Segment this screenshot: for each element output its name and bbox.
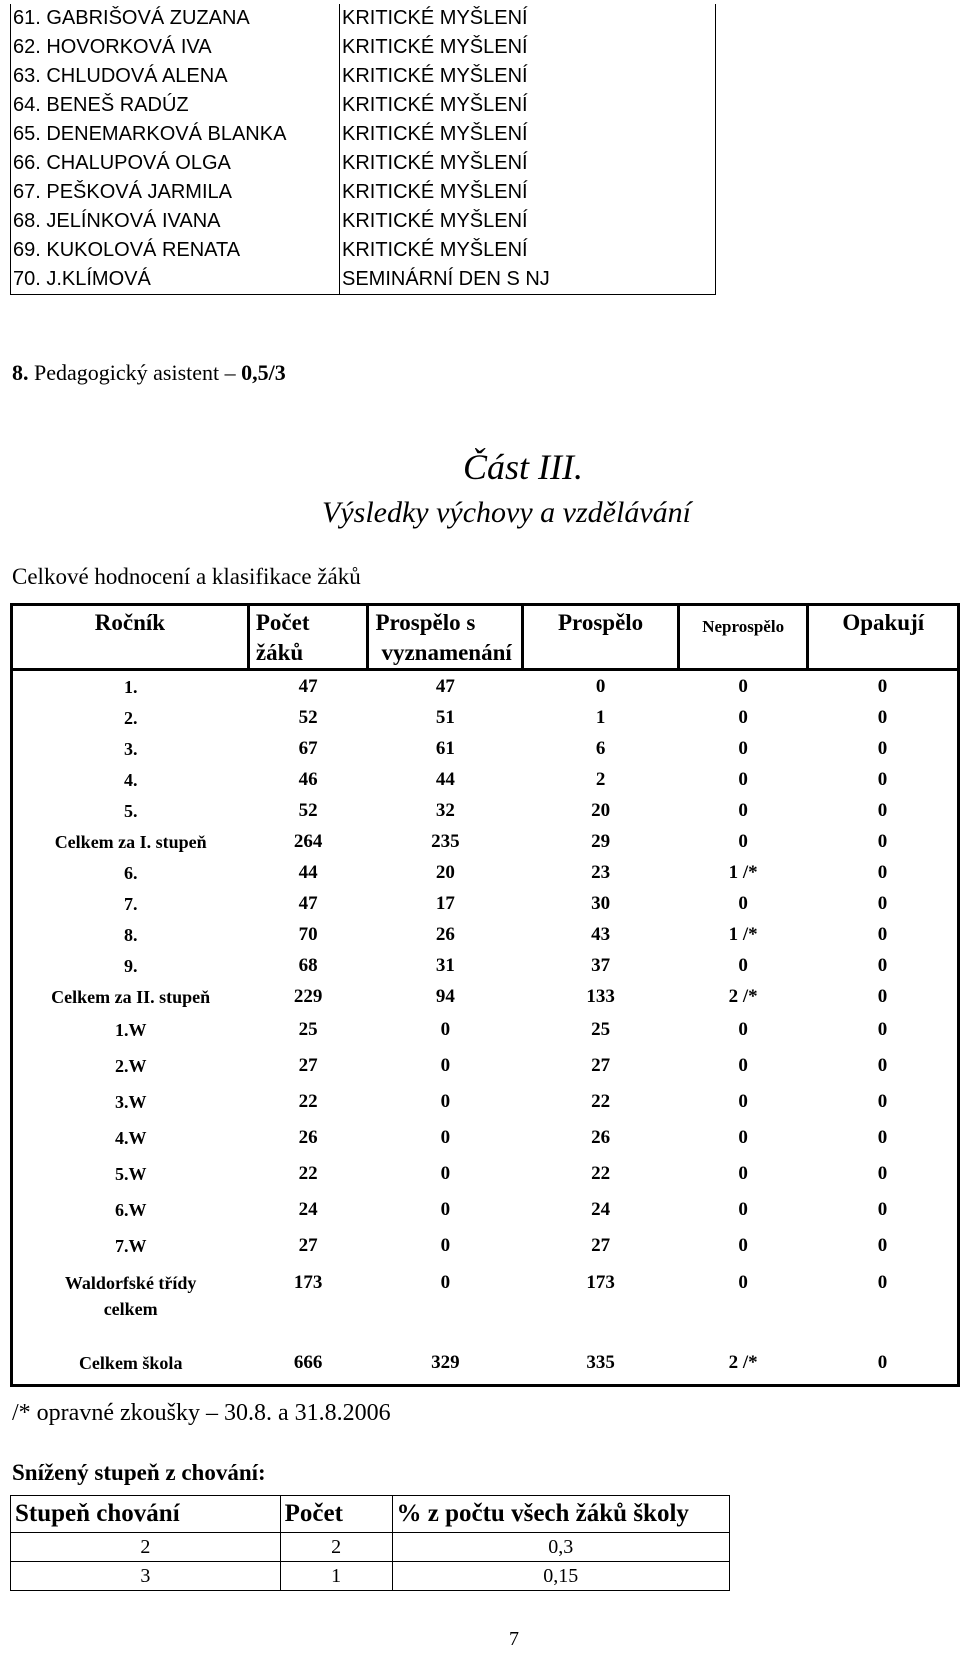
header-passed: Prospělo <box>523 605 678 670</box>
conduct-header-percent: % z počtu všech žáků školy <box>392 1496 729 1533</box>
staff-course: KRITICKÉ MYŠLENÍ <box>340 33 716 62</box>
results-repeat: 0 <box>877 985 888 1007</box>
results-failed: 2 /* <box>728 1352 758 1373</box>
results-grade: 2. <box>123 707 138 728</box>
results-failed: 0 <box>738 1127 748 1148</box>
staff-course: SEMINÁRNÍ DEN S NJ <box>340 265 716 295</box>
staff-row <box>11 236 716 265</box>
staff-name: 66. CHALUPOVÁ OLGA <box>11 149 340 178</box>
results-grade: 5.W <box>114 1164 147 1184</box>
results-failed: 0 <box>738 768 748 790</box>
results-row <box>12 670 959 703</box>
results-repeat: 0 <box>877 1127 888 1148</box>
results-grade <box>12 1264 249 1342</box>
conduct-row <box>11 1562 730 1591</box>
results-count: 47 <box>298 892 318 914</box>
results-honors: 329 <box>431 1352 460 1373</box>
results-count: 25 <box>298 1019 318 1040</box>
results-grade: 4.W <box>114 1128 147 1148</box>
results-count: 70 <box>298 923 318 945</box>
staff-name: 69. KUKOLOVÁ RENATA <box>11 236 340 265</box>
results-repeat: 0 <box>877 1235 888 1256</box>
results-grade: 7. <box>123 893 138 914</box>
header-honors-line2: vyznamenání <box>381 640 512 665</box>
results-repeat: 0 <box>877 799 888 821</box>
results-failed: 0 <box>738 1199 748 1220</box>
header-failed: Neprospělo <box>678 605 808 670</box>
results-grade: 8. <box>123 924 138 945</box>
results-row <box>12 1084 959 1120</box>
staff-course: KRITICKÉ MYŠLENÍ <box>340 207 716 236</box>
header-grade: Ročník <box>12 605 249 670</box>
results-row <box>12 888 959 919</box>
results-failed: 0 <box>738 1235 748 1256</box>
results-honors: 0 <box>440 1272 451 1293</box>
results-failed: 0 <box>738 1163 748 1184</box>
staff-course: KRITICKÉ MYŠLENÍ <box>340 178 716 207</box>
results-table-body <box>12 670 959 1386</box>
conduct-table-body <box>11 1533 730 1591</box>
section-8-value: 0,5/3 <box>241 360 286 385</box>
results-header-row <box>12 605 959 670</box>
results-grade: Celkem za II. stupeň <box>51 986 211 1007</box>
staff-name: 62. HOVORKOVÁ IVA <box>11 33 340 62</box>
results-failed: 0 <box>738 954 748 976</box>
results-failed: 0 <box>738 892 748 914</box>
results-grade-line1: Waldorfské třídy <box>64 1273 197 1293</box>
header-honors-line1: Prospělo s <box>375 610 476 635</box>
results-grade-line2: celkem <box>103 1299 158 1319</box>
staff-name: 68. JELÍNKOVÁ IVANA <box>11 207 340 236</box>
results-count: 44 <box>298 861 318 883</box>
results-count: 68 <box>298 954 318 976</box>
results-passed: 23 <box>591 861 611 883</box>
results-passed: 6 <box>595 737 606 759</box>
section-8-heading <box>12 360 286 386</box>
section-8-label: Pedagogický asistent – <box>34 360 236 385</box>
results-passed: 22 <box>591 1163 611 1184</box>
staff-row <box>11 178 716 207</box>
conduct-header-row <box>11 1496 730 1533</box>
results-grade: 6. <box>123 862 138 883</box>
results-row <box>12 1120 959 1156</box>
results-count: 27 <box>298 1055 318 1076</box>
results-repeat: 0 <box>877 706 888 728</box>
results-count: 22 <box>298 1163 318 1184</box>
results-honors: 32 <box>435 799 455 821</box>
staff-name: 64. BENEŠ RADÚZ <box>11 91 340 120</box>
header-repeat: Opakují <box>808 605 959 670</box>
results-grade: 4. <box>123 769 138 790</box>
section-8-number: 8. <box>12 360 29 385</box>
results-count: 52 <box>298 706 318 728</box>
page-number: 7 <box>509 1628 519 1650</box>
results-passed: 1 <box>595 706 606 728</box>
results-count: 666 <box>293 1352 323 1373</box>
conduct-row <box>11 1533 730 1562</box>
staff-course: KRITICKÉ MYŠLENÍ <box>340 149 716 178</box>
staff-course: KRITICKÉ MYŠLENÍ <box>340 91 716 120</box>
results-passed: 29 <box>591 830 611 852</box>
results-count: 46 <box>298 768 318 790</box>
reduced-conduct-heading: Snížený stupeň z chování: <box>12 1460 266 1485</box>
results-failed: 1 /* <box>728 923 758 945</box>
results-failed: 2 /* <box>728 985 758 1007</box>
results-count: 22 <box>298 1091 318 1112</box>
part-title: Část III. <box>463 447 583 487</box>
staff-row <box>11 4 716 33</box>
results-passed: 37 <box>591 954 611 976</box>
results-passed: 2 <box>595 768 606 790</box>
staff-course: KRITICKÉ MYŠLENÍ <box>340 120 716 149</box>
results-grade: 2.W <box>114 1056 147 1076</box>
results-row <box>12 1264 959 1342</box>
results-count: 24 <box>298 1199 318 1220</box>
results-row <box>12 1048 959 1084</box>
results-honors: 20 <box>435 861 455 883</box>
results-row <box>12 1156 959 1192</box>
header-count-line2: žáků <box>255 640 304 665</box>
conduct-count: 1 <box>280 1562 392 1591</box>
header-count-line1: Počet <box>255 610 310 635</box>
results-passed: 173 <box>586 1272 615 1293</box>
conduct-header-count: Počet <box>280 1496 392 1533</box>
results-grade: 5. <box>123 800 138 821</box>
conduct-header-grade: Stupeň chování <box>11 1496 281 1533</box>
results-row <box>12 1012 959 1048</box>
results-passed: 0 <box>595 675 606 697</box>
results-table <box>10 603 960 1387</box>
results-grade: Celkem škola <box>78 1353 183 1373</box>
results-grade: 1.W <box>114 1020 147 1040</box>
results-passed: 22 <box>591 1091 611 1112</box>
staff-table-body <box>11 4 716 295</box>
conduct-table <box>10 1495 730 1591</box>
staff-name: 70. J.KLÍMOVÁ <box>11 265 340 295</box>
results-passed: 30 <box>591 892 611 914</box>
results-grade: 7.W <box>114 1236 147 1256</box>
results-failed: 0 <box>738 799 748 821</box>
results-row <box>12 826 959 857</box>
results-repeat: 0 <box>877 675 888 697</box>
staff-name: 63. CHLUDOVÁ ALENA <box>11 62 340 91</box>
results-count: 264 <box>293 830 323 852</box>
overall-heading: Celkové hodnocení a klasifikace žáků <box>12 564 361 589</box>
results-row <box>12 1342 959 1386</box>
results-passed: 27 <box>591 1055 611 1076</box>
staff-row <box>11 265 716 295</box>
results-row <box>12 1228 959 1264</box>
header-honors <box>368 605 523 670</box>
results-row <box>12 857 959 888</box>
results-repeat: 0 <box>877 830 888 852</box>
results-honors: 0 <box>440 1199 451 1220</box>
results-honors: 44 <box>435 768 455 790</box>
staff-row <box>11 120 716 149</box>
staff-course: KRITICKÉ MYŠLENÍ <box>340 62 716 91</box>
results-row <box>12 919 959 950</box>
staff-name: 61. GABRIŠOVÁ ZUZANA <box>11 4 340 33</box>
staff-name: 67. PEŠKOVÁ JARMILA <box>11 178 340 207</box>
results-passed: 335 <box>586 1352 615 1373</box>
results-repeat: 0 <box>877 768 888 790</box>
results-count: 67 <box>298 737 318 759</box>
results-row <box>12 733 959 764</box>
conduct-grade: 2 <box>11 1533 281 1562</box>
conduct-count: 2 <box>280 1533 392 1562</box>
results-count: 47 <box>298 675 318 697</box>
results-passed: 26 <box>591 1127 611 1148</box>
results-honors: 235 <box>431 830 460 852</box>
results-failed: 0 <box>738 706 748 728</box>
results-failed: 0 <box>738 1091 748 1112</box>
results-repeat: 0 <box>877 1055 888 1076</box>
results-grade: 3. <box>123 738 138 759</box>
results-grade: 1. <box>123 676 138 697</box>
results-failed: 0 <box>738 1019 748 1040</box>
results-count: 173 <box>293 1272 323 1293</box>
results-grade: 6.W <box>114 1200 147 1220</box>
results-count: 52 <box>298 799 318 821</box>
staff-row <box>11 91 716 120</box>
results-count: 26 <box>298 1127 318 1148</box>
results-repeat: 0 <box>877 1199 888 1220</box>
results-repeat: 0 <box>877 892 888 914</box>
results-passed: 20 <box>591 799 611 821</box>
results-failed: 1 /* <box>728 861 758 883</box>
results-honors: 0 <box>440 1055 451 1076</box>
results-passed: 43 <box>591 923 611 945</box>
results-row <box>12 981 959 1012</box>
results-honors: 47 <box>435 675 455 697</box>
results-grade: 9. <box>123 955 138 976</box>
results-row <box>12 764 959 795</box>
results-honors: 0 <box>440 1163 451 1184</box>
results-failed: 0 <box>738 830 748 852</box>
staff-row <box>11 62 716 91</box>
results-repeat: 0 <box>877 1163 888 1184</box>
results-row <box>12 1192 959 1228</box>
header-count <box>248 605 368 670</box>
results-repeat: 0 <box>877 1352 888 1373</box>
staff-course: KRITICKÉ MYŠLENÍ <box>340 4 716 33</box>
conduct-percent: 0,15 <box>392 1562 729 1591</box>
results-passed: 24 <box>591 1199 611 1220</box>
results-honors: 0 <box>440 1127 451 1148</box>
results-honors: 0 <box>440 1091 451 1112</box>
results-count: 27 <box>298 1235 318 1256</box>
results-repeat: 0 <box>877 923 888 945</box>
staff-name: 65. DENEMARKOVÁ BLANKA <box>11 120 340 149</box>
results-failed: 0 <box>738 1272 748 1293</box>
retake-note: /* opravné zkoušky – 30.8. a 31.8.2006 <box>12 1400 391 1426</box>
results-honors: 0 <box>440 1019 451 1040</box>
results-honors: 31 <box>435 954 455 976</box>
staff-course: KRITICKÉ MYŠLENÍ <box>340 236 716 265</box>
results-repeat: 0 <box>877 861 888 883</box>
staff-row <box>11 33 716 62</box>
results-passed: 27 <box>591 1235 611 1256</box>
results-honors: 17 <box>435 892 455 914</box>
results-honors: 51 <box>435 706 455 728</box>
staff-row <box>11 149 716 178</box>
results-repeat: 0 <box>877 954 888 976</box>
results-repeat: 0 <box>877 1091 888 1112</box>
results-repeat: 0 <box>877 1272 888 1293</box>
results-row <box>12 702 959 733</box>
results-honors: 94 <box>435 985 455 1007</box>
conduct-percent: 0,3 <box>392 1533 729 1562</box>
results-failed: 0 <box>738 737 748 759</box>
staff-row <box>11 207 716 236</box>
results-count: 229 <box>293 985 323 1007</box>
results-failed: 0 <box>738 1055 748 1076</box>
conduct-grade: 3 <box>11 1562 281 1591</box>
results-honors: 61 <box>435 737 455 759</box>
results-grade: Celkem za I. stupeň <box>54 831 207 852</box>
results-honors: 0 <box>440 1235 451 1256</box>
results-failed: 0 <box>738 675 748 697</box>
staff-table <box>10 4 716 295</box>
results-grade: 3.W <box>114 1092 147 1112</box>
results-honors: 26 <box>435 923 455 945</box>
part-subtitle: Výsledky výchovy a vzdělávání <box>322 496 691 529</box>
results-repeat: 0 <box>877 1019 888 1040</box>
results-row <box>12 950 959 981</box>
results-repeat: 0 <box>877 737 888 759</box>
results-passed: 133 <box>586 985 615 1007</box>
results-passed: 25 <box>591 1019 611 1040</box>
results-row <box>12 795 959 826</box>
